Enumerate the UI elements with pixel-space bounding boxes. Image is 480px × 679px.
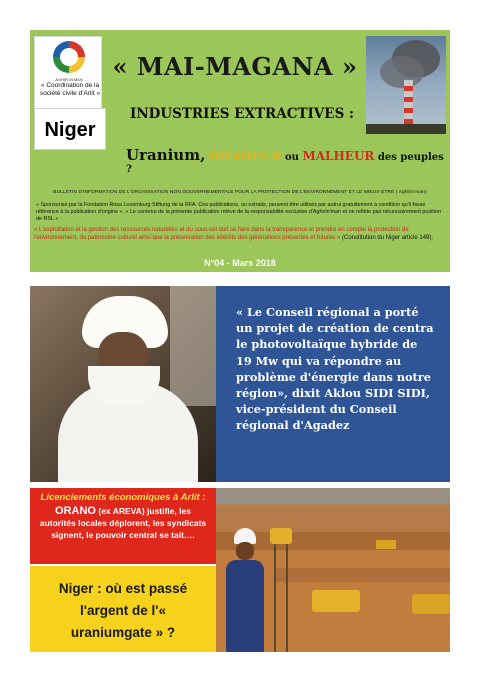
coordination-label: « Coordination de la société civile d'Arlit » xyxy=(39,82,101,97)
tagline-bonheur: BONHEUR xyxy=(208,149,282,163)
layoffs-body xyxy=(36,505,210,541)
photo-window-light xyxy=(170,286,216,406)
tagline xyxy=(126,146,446,175)
feature-quote-text: « Le Conseil régional a porté un projet de création de centra le photovoltaïque hybride de 19 Mw qui va répondre au problème d'énergie dans notre région», dixit Aklou SIDI SIDI, vice-président du Conseil régional d'Agadez xyxy=(236,305,434,433)
mine-terrace xyxy=(276,568,450,582)
smokestack-photo xyxy=(366,36,446,134)
quote-source: (Constitution du Niger article 149). xyxy=(340,235,434,242)
logo-emblem-icon xyxy=(53,41,85,73)
layoffs-body-company: ORANO xyxy=(55,505,96,517)
coverall xyxy=(226,560,264,652)
tagline-des-peuples: des peuples ? xyxy=(126,152,444,175)
surveyor-figure xyxy=(222,528,266,652)
uraniumgate-headline-box xyxy=(30,566,216,652)
tagline-malheur: MALHEUR xyxy=(302,149,375,163)
tagline-ou: ou xyxy=(285,152,299,163)
uraniumgate-headline: Niger : où est passé l'argent de l'« uraniumgate » ? xyxy=(58,581,188,640)
dump-truck xyxy=(412,594,450,614)
theodolite xyxy=(270,528,292,544)
layoffs-body-text: (ex AREVA) justifie, les autorités locales déplorent, les syndicats signent, le pouvoir central se tait…. xyxy=(39,506,207,540)
header-banner xyxy=(30,30,450,272)
tripod xyxy=(274,534,288,652)
organization-logo xyxy=(34,36,102,110)
dump-truck xyxy=(376,540,396,549)
head xyxy=(236,542,254,560)
logo-text: AGHIR IN'MAN xyxy=(55,77,83,82)
newsletter-title: « MAI-MAGANA » xyxy=(112,52,358,81)
tagline-uranium: Uranium, xyxy=(126,146,206,164)
country-box xyxy=(34,108,106,150)
ground xyxy=(366,124,446,134)
constitution-quote xyxy=(34,226,446,243)
issue-number: N°04 - Mars 2018 xyxy=(204,258,276,268)
section-subtitle: INDUSTRIES EXTRACTIVES : xyxy=(130,106,355,122)
layoffs-headline-box xyxy=(30,488,216,564)
feature-quote-box xyxy=(216,286,450,482)
dump-truck xyxy=(312,590,360,612)
mine-photo xyxy=(216,488,450,652)
quote-text: « L'exploitation et la gestion des ressources naturelles et du sous-sol doit se faire dans la transparence et prendre en compte la protection de l'environnement, du patrimoine culturel ainsi que la préservation des intérêts des générations présentes et futures » xyxy=(34,227,409,242)
smoke-cloud xyxy=(380,56,424,88)
country-label: Niger xyxy=(44,119,96,141)
portrait-photo xyxy=(30,286,216,482)
bulletin-line: BULLETIN D'INFORMATION DE L'ORGANISATION NON GOUVERNEMENTALE POUR LA PROTECTION DE L'ENVIRONNEMENT ET LE MIEUX-ETRE ( Aghirin'man) xyxy=(53,190,427,195)
layoffs-headline: Licenciements économiques à Arlit : xyxy=(40,492,206,503)
sponsor-notice: « Sponsorisé par la Fondation Rosa Luxemburg Stiftung de la RFA. Ces publications, ou extraits, peuvent être utilisés par autrui gratuitement à condition qu'il fasse référence à la publication d'origine ». » Le contenu de la présente publication relève de la responsabilité exclusive d'Aghirin'man et ne reflète pas nécessairement position de RSL » xyxy=(36,202,441,222)
